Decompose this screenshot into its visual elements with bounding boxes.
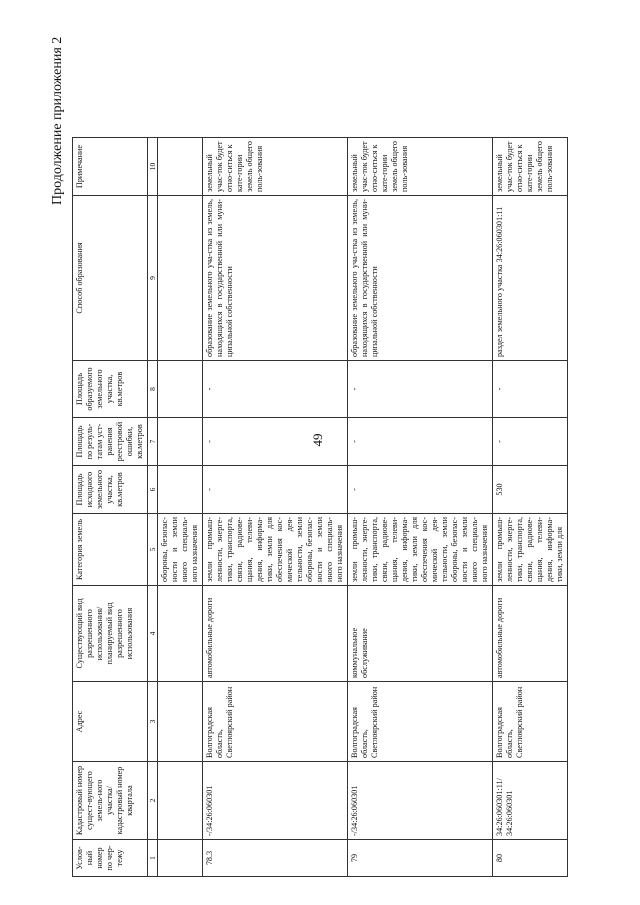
note-cell: земельный учас-ток будет отно-ситься к кате-гории земель общего поль-зования bbox=[493, 138, 568, 196]
cadastral-number: -/34:26:060301 bbox=[203, 762, 348, 840]
header-cell: Существующий вид разрешенного использования/ планируемый вид разрешенного использования bbox=[73, 586, 148, 682]
continuation-row bbox=[158, 138, 203, 877]
column-number-row bbox=[148, 138, 158, 877]
header-cell: Площадь исходного земельного участка, кв.метров bbox=[73, 466, 148, 514]
column-number: 1 bbox=[148, 840, 158, 877]
column-number: 5 bbox=[148, 514, 158, 586]
category-cell: обороны, безопас-ности и земли иного специаль-ного назначения bbox=[158, 514, 203, 586]
use-cell: автомобильные дороги bbox=[493, 586, 568, 682]
header-cell: Способ образования bbox=[73, 196, 148, 361]
area-source-cell: - bbox=[203, 466, 348, 514]
column-number: 6 bbox=[148, 466, 158, 514]
cadastral-number: -/34:26:060301 bbox=[348, 762, 493, 840]
header-row bbox=[73, 138, 148, 877]
table-row bbox=[203, 138, 348, 877]
note-cell: земельный учас-ток будет отно-ситься к кате-гории земель общего поль-зования bbox=[203, 138, 348, 196]
column-number: 10 bbox=[148, 138, 158, 196]
header-cell: Площадь по резуль-татам уст-ранения реестровой ошибки, кв.метров bbox=[73, 418, 148, 466]
table-row bbox=[348, 138, 493, 877]
table-row bbox=[493, 138, 568, 877]
column-number: 4 bbox=[148, 586, 158, 682]
cadastral-number: 34:26:060301:11/ 34:26:060301 bbox=[493, 762, 568, 840]
row-number: 80 bbox=[493, 840, 568, 877]
category-cell: земли промыш-ленности, энерге-тики, транспорта, связи, радиове-щания, телеви-дения, информа-тики, земли для обеспечения кос-мической дея-тельности, земли обороны, безопас-ности и земли иного специаль-ного назначения bbox=[203, 514, 348, 586]
row-number: 79 bbox=[348, 840, 493, 877]
header-cell: Адрес bbox=[73, 682, 148, 762]
column-number: 2 bbox=[148, 762, 158, 840]
land-plots-table bbox=[72, 137, 568, 877]
column-number: 8 bbox=[148, 361, 158, 418]
address-cell: Волгоградская область, Светлоярский район bbox=[348, 682, 493, 762]
column-number: 9 bbox=[148, 196, 158, 361]
header-cell: Кадастровый номер сущест-вующего земель-ного участка/ кадастровый номер квартала bbox=[73, 762, 148, 840]
area-source-cell: - bbox=[348, 466, 493, 514]
address-cell: Волгоградская область, Светлоярский район bbox=[203, 682, 348, 762]
category-cell: земли промыш-ленности, энерге-тики, транспорта, связи, радиове-щания, телеви-дения, информа-тики, земли для bbox=[493, 514, 568, 586]
header-cell: Категория земель bbox=[73, 514, 148, 586]
address-cell: Волгоградская область, Светлоярский район bbox=[493, 682, 568, 762]
header-cell: Площадь образуемого земельного участка, кв.метров bbox=[73, 361, 148, 418]
page-number: 49 bbox=[310, 433, 325, 447]
method-cell: образование земельного уча-стка из земель, находящихся в государственной или муни-ципальной собственности bbox=[203, 196, 348, 361]
area-new-cell: - bbox=[493, 361, 568, 418]
method-cell: раздел земельного участка 34:26:060301:11 bbox=[493, 196, 568, 361]
area-corrected-cell: - bbox=[348, 418, 493, 466]
method-cell: образование земельного уча-стка из земель, находящихся в государственной или муни-ципальной собственности bbox=[348, 196, 493, 361]
area-new-cell: - bbox=[348, 361, 493, 418]
header-cell: Услов-ный номер по чер-тежу bbox=[73, 840, 148, 877]
note-cell: земельный учас-ток будет отно-ситься к кате-гории земель общего поль-зования bbox=[348, 138, 493, 196]
area-corrected-cell: - bbox=[493, 418, 568, 466]
area-new-cell: - bbox=[203, 361, 348, 418]
use-cell: автомобильные дороги bbox=[203, 586, 348, 682]
area-corrected-cell: - bbox=[203, 418, 348, 466]
appendix-label: Продолжение приложения 2 bbox=[50, 36, 65, 205]
category-cell: земли промыш-ленности, энерге-тики, транспорта, связи, радиове-щания, телеви-дения, информа-тики, земли для обеспечения кос-мической дея-тельности, земли обороны, безопас-ности и земли иного специаль-ного назначения bbox=[348, 514, 493, 586]
row-number: 78.3 bbox=[203, 840, 348, 877]
header-cell: Примечание bbox=[73, 138, 148, 196]
column-number: 3 bbox=[148, 682, 158, 762]
area-source-cell: 530 bbox=[493, 466, 568, 514]
use-cell: коммунальное обслуживание bbox=[348, 586, 493, 682]
column-number: 7 bbox=[148, 418, 158, 466]
